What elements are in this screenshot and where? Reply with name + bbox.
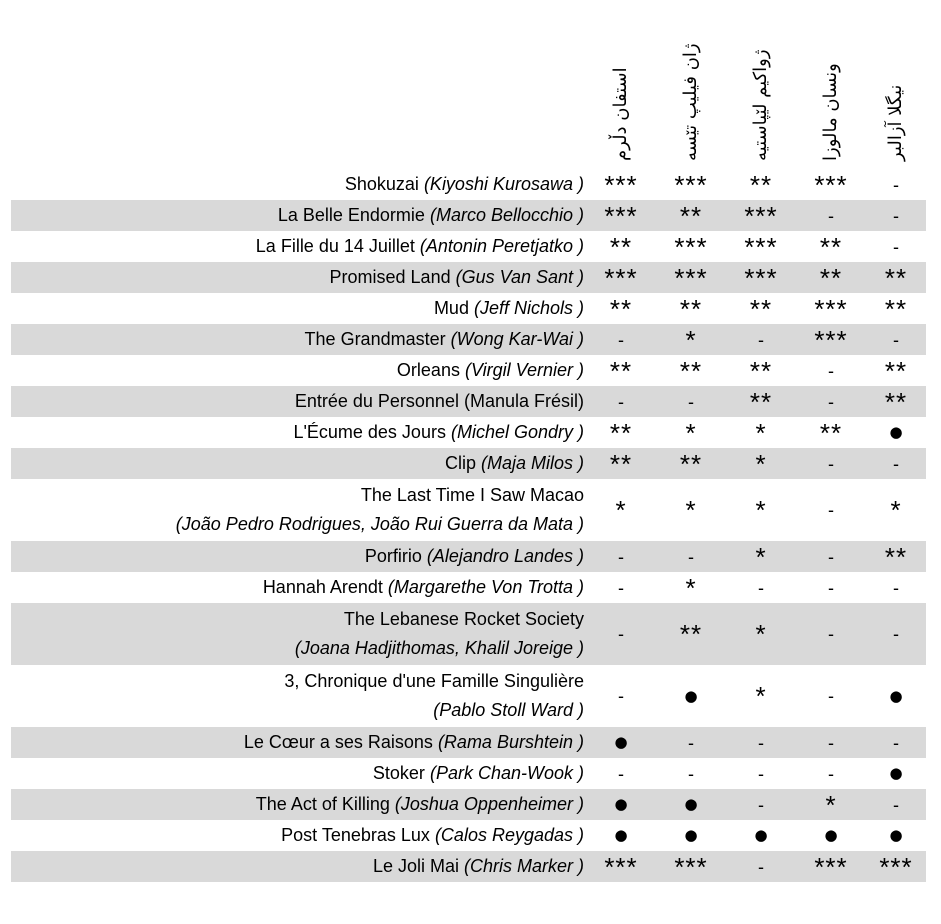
film-title: Stoker [372, 763, 425, 783]
rating-cell [866, 324, 926, 355]
rating-cell [586, 572, 656, 603]
film-title-cell [11, 479, 586, 541]
rating-value: ● [889, 764, 903, 782]
rating-value: ● [889, 423, 903, 441]
film-title: Post Tenebras Lux [281, 825, 430, 845]
rating-value: - [618, 329, 624, 350]
rating-value: ** [884, 262, 908, 293]
table-row [11, 665, 926, 727]
rating-cell [796, 541, 866, 572]
rating-cell [796, 386, 866, 417]
rating-value: ** [749, 386, 773, 417]
film-title: The Lebanese Rocket Society [343, 609, 584, 629]
rating-cell [866, 293, 926, 324]
rating-value: * [755, 619, 767, 649]
rating-value: ** [609, 231, 633, 262]
rating-value: * [685, 324, 697, 355]
rating-cell [726, 479, 796, 541]
rating-cell [866, 665, 926, 727]
rating-value: *** [604, 262, 638, 293]
film-title-cell [11, 417, 586, 448]
critic-header-cell [796, 0, 866, 169]
rating-value: * [685, 417, 697, 448]
rating-value: - [758, 329, 764, 350]
rating-cell [796, 262, 866, 293]
rating-cell [656, 262, 726, 293]
rating-value: - [688, 763, 694, 784]
rating-value: * [755, 541, 767, 572]
rating-cell [726, 231, 796, 262]
rating-value: ● [614, 795, 628, 813]
rating-cell [656, 820, 726, 851]
film-title: La Fille du 14 Juillet [255, 236, 415, 256]
rating-cell [866, 727, 926, 758]
rating-cell [866, 231, 926, 262]
film-director: (Jeff Nichols ) [473, 298, 584, 318]
rating-cell [726, 200, 796, 231]
rating-cell [586, 789, 656, 820]
rating-cell [726, 417, 796, 448]
critic-name: نیگلا آزالبر [885, 84, 906, 161]
rating-cell [796, 293, 866, 324]
rating-value: ● [684, 686, 698, 705]
film-title-cell [11, 665, 586, 727]
film-director: (Alejandro Landes ) [426, 546, 584, 566]
film-title-cell [11, 324, 586, 355]
film-title-cell [11, 169, 586, 200]
rating-value: - [828, 205, 834, 226]
film-title: Porfirio [364, 546, 422, 566]
rating-value: ** [679, 355, 703, 386]
rating-value: *** [604, 200, 638, 231]
rating-value: ** [819, 417, 843, 448]
table-row [11, 758, 926, 789]
table-row [11, 417, 926, 448]
header-spacer [11, 0, 586, 169]
table-row [11, 727, 926, 758]
rating-value: - [828, 453, 834, 474]
film-title: L'Écume des Jours [293, 422, 446, 442]
rating-cell [866, 541, 926, 572]
rating-cell [586, 231, 656, 262]
film-director: (Maja Milos ) [480, 453, 584, 473]
table-row [11, 169, 926, 200]
rating-value: - [828, 391, 834, 412]
rating-cell [656, 448, 726, 479]
rating-cell [586, 262, 656, 293]
rating-cell [866, 479, 926, 541]
rating-cell [586, 541, 656, 572]
rating-cell [866, 448, 926, 479]
rating-cell [796, 324, 866, 355]
film-title-cell [11, 262, 586, 293]
rating-cell [796, 448, 866, 479]
rating-cell [796, 727, 866, 758]
table-row [11, 355, 926, 386]
film-director: (Calos Reygadas ) [434, 825, 584, 845]
rating-value: ** [679, 293, 703, 324]
rating-value: *** [674, 262, 708, 293]
rating-value: * [685, 495, 697, 525]
rating-cell [586, 386, 656, 417]
critic-name: ژان فیلیپ تێسه [680, 43, 701, 161]
critic-name: ژواکیم لێپاستیه [750, 49, 771, 161]
rating-cell [656, 851, 726, 882]
rating-cell [586, 603, 656, 665]
film-director: (Rama Burshtein ) [437, 732, 584, 752]
rating-value: * [615, 495, 627, 525]
film-title: 3, Chronique d'une Famille Singulière [284, 671, 584, 691]
film-title-cell [11, 851, 586, 882]
critics-header-row [11, 0, 941, 169]
rating-value: - [618, 763, 624, 784]
rating-cell [866, 572, 926, 603]
rating-value: - [758, 732, 764, 753]
rating-cell [586, 665, 656, 727]
rating-cell [726, 324, 796, 355]
table-row [11, 603, 926, 665]
rating-cell [726, 727, 796, 758]
rating-value: - [618, 577, 624, 598]
rating-cell [656, 231, 726, 262]
rating-cell [586, 355, 656, 386]
rating-value: ** [819, 262, 843, 293]
rating-value: ** [609, 293, 633, 324]
film-title: The Last Time I Saw Macao [360, 485, 584, 505]
rating-cell [796, 851, 866, 882]
film-director: (Joana Hadjithomas, Khalil Joreige ) [294, 638, 584, 658]
rating-value: ● [889, 826, 903, 844]
rating-value: *** [674, 169, 708, 200]
rating-value: - [828, 732, 834, 753]
table-row [11, 324, 926, 355]
rating-value: ** [679, 200, 703, 231]
rating-value: - [758, 577, 764, 598]
rating-cell [656, 200, 726, 231]
rating-cell [866, 262, 926, 293]
table-row [11, 200, 926, 231]
rating-cell [726, 572, 796, 603]
film-director: (Gus Van Sant ) [455, 267, 584, 287]
rating-value: - [828, 360, 834, 381]
film-director: (Virgil Vernier ) [464, 360, 584, 380]
rating-value: - [688, 546, 694, 567]
rating-value: - [893, 624, 899, 644]
rating-value: * [825, 789, 837, 820]
rating-value: - [893, 794, 899, 815]
rating-cell [656, 603, 726, 665]
rating-value: ** [884, 386, 908, 417]
rating-cell [796, 665, 866, 727]
film-title-cell [11, 820, 586, 851]
rating-value: - [893, 453, 899, 474]
film-title-cell [11, 448, 586, 479]
film-title-cell [11, 200, 586, 231]
rating-value: ** [884, 541, 908, 572]
film-title: The Act of Killing [255, 794, 390, 814]
table-body [0, 169, 941, 882]
film-title-cell [11, 727, 586, 758]
critic-header-cell [726, 0, 796, 169]
rating-cell [866, 417, 926, 448]
film-title: Le Joli Mai [372, 856, 459, 876]
rating-value: - [893, 205, 899, 226]
rating-cell [726, 355, 796, 386]
rating-value: *** [744, 200, 778, 231]
film-title: Hannah Arendt [262, 577, 383, 597]
rating-cell [726, 851, 796, 882]
rating-value: *** [604, 851, 638, 882]
rating-value: ** [884, 355, 908, 386]
rating-cell [726, 386, 796, 417]
rating-cell [866, 820, 926, 851]
rating-cell [656, 386, 726, 417]
rating-cell [796, 169, 866, 200]
rating-value: - [828, 763, 834, 784]
rating-value: ** [609, 417, 633, 448]
film-title-cell [11, 293, 586, 324]
film-title: La Belle Endormie [277, 205, 425, 225]
rating-cell [726, 169, 796, 200]
rating-cell [726, 820, 796, 851]
table-row [11, 386, 926, 417]
rating-value: - [893, 174, 899, 195]
film-title-cell [11, 603, 586, 665]
film-title-cell [11, 541, 586, 572]
rating-value: *** [814, 169, 848, 200]
rating-value: ** [679, 448, 703, 479]
rating-cell [656, 479, 726, 541]
rating-cell [796, 200, 866, 231]
rating-value: ** [679, 619, 703, 649]
film-title-cell [11, 758, 586, 789]
film-title: Mud [433, 298, 469, 318]
rating-value: *** [674, 851, 708, 882]
rating-value: - [828, 546, 834, 567]
rating-value: ** [819, 231, 843, 262]
rating-value: - [618, 391, 624, 412]
rating-value: - [758, 856, 764, 877]
rating-value: * [755, 495, 767, 525]
critic-header-cell [866, 0, 926, 169]
rating-cell [866, 169, 926, 200]
film-title-cell [11, 572, 586, 603]
film-title-cell [11, 789, 586, 820]
rating-value: *** [814, 851, 848, 882]
rating-value: ● [614, 733, 628, 751]
film-title-cell [11, 386, 586, 417]
rating-cell [656, 417, 726, 448]
rating-cell [656, 293, 726, 324]
table-row [11, 262, 926, 293]
film-director: (Manula Frésil) [463, 391, 584, 411]
rating-cell [586, 293, 656, 324]
film-director: (Wong Kar-Wai ) [450, 329, 584, 349]
rating-value: ● [754, 826, 768, 844]
rating-value: ** [884, 293, 908, 324]
rating-cell [586, 851, 656, 882]
film-title: Entrée du Personnel [294, 391, 459, 411]
table-row [11, 231, 926, 262]
rating-cell [866, 200, 926, 231]
critic-header-cell [656, 0, 726, 169]
rating-value: - [618, 686, 624, 706]
rating-cell [586, 820, 656, 851]
rating-value: *** [879, 851, 913, 882]
rating-value: - [893, 236, 899, 257]
rating-cell [656, 541, 726, 572]
rating-value: - [688, 391, 694, 412]
table-row [11, 851, 926, 882]
rating-value: *** [814, 293, 848, 324]
rating-cell [796, 820, 866, 851]
rating-value: *** [744, 262, 778, 293]
rating-cell [796, 417, 866, 448]
rating-cell [796, 603, 866, 665]
film-director: (Kiyoshi Kurosawa ) [423, 174, 584, 194]
rating-cell [726, 448, 796, 479]
table-row [11, 820, 926, 851]
rating-cell [656, 665, 726, 727]
film-title-cell [11, 231, 586, 262]
film-title-cell [11, 355, 586, 386]
rating-value: *** [604, 169, 638, 200]
rating-value: - [618, 624, 624, 644]
film-title: Clip [444, 453, 476, 473]
rating-cell [726, 603, 796, 665]
rating-cell [726, 541, 796, 572]
rating-value: * [755, 417, 767, 448]
film-title: The Grandmaster [304, 329, 446, 349]
rating-cell [586, 448, 656, 479]
rating-cell [656, 572, 726, 603]
film-title: Promised Land [329, 267, 451, 287]
film-director: (Joshua Oppenheimer ) [394, 794, 584, 814]
rating-value: *** [814, 324, 848, 355]
critic-header-cell [586, 0, 656, 169]
rating-cell [796, 758, 866, 789]
rating-cell [656, 789, 726, 820]
rating-cell [656, 324, 726, 355]
rating-value: ** [749, 355, 773, 386]
rating-cell [796, 572, 866, 603]
rating-value: ** [609, 448, 633, 479]
rating-cell [866, 603, 926, 665]
rating-value: ● [614, 826, 628, 844]
rating-value: - [893, 732, 899, 753]
rating-value: ** [749, 293, 773, 324]
rating-cell [726, 262, 796, 293]
rating-value: - [828, 686, 834, 706]
rating-cell [586, 479, 656, 541]
table-row [11, 572, 926, 603]
rating-cell [726, 293, 796, 324]
rating-cell [586, 169, 656, 200]
rating-cell [726, 665, 796, 727]
rating-value: - [893, 577, 899, 598]
rating-cell [656, 758, 726, 789]
film-title: Le Cœur a ses Raisons [243, 732, 433, 752]
rating-cell [586, 417, 656, 448]
rating-value: - [758, 794, 764, 815]
table-row [11, 479, 926, 541]
film-title: Orleans [396, 360, 460, 380]
rating-value: - [618, 546, 624, 567]
film-title: Shokuzai [344, 174, 419, 194]
rating-value: * [755, 681, 767, 711]
rating-cell [866, 758, 926, 789]
rating-cell [796, 789, 866, 820]
rating-value: *** [674, 231, 708, 262]
rating-cell [586, 758, 656, 789]
rating-value: - [758, 763, 764, 784]
rating-cell [866, 386, 926, 417]
rating-cell [586, 200, 656, 231]
film-director: (Park Chan-Wook ) [429, 763, 584, 783]
rating-cell [726, 758, 796, 789]
rating-value: * [755, 448, 767, 479]
rating-value: ● [684, 826, 698, 844]
rating-cell [656, 727, 726, 758]
rating-cell [866, 789, 926, 820]
rating-cell [656, 355, 726, 386]
rating-value: - [828, 577, 834, 598]
rating-cell [866, 851, 926, 882]
rating-value: - [688, 732, 694, 753]
film-director: (João Pedro Rodrigues, João Rui Guerra da Mata ) [175, 514, 584, 534]
rating-value: * [890, 495, 902, 525]
rating-value: ** [749, 169, 773, 200]
film-director: (Margarethe Von Trotta ) [387, 577, 584, 597]
rating-value: ● [824, 826, 838, 844]
rating-value: ● [684, 795, 698, 813]
rating-cell [866, 355, 926, 386]
rating-cell [796, 231, 866, 262]
film-director: (Marco Bellocchio ) [429, 205, 584, 225]
rating-cell [726, 789, 796, 820]
rating-cell [586, 727, 656, 758]
rating-value: ● [889, 686, 903, 705]
table-row [11, 789, 926, 820]
table-row [11, 448, 926, 479]
table-row [11, 293, 926, 324]
rating-cell [586, 324, 656, 355]
film-director: (Michel Gondry ) [450, 422, 584, 442]
table-row [11, 541, 926, 572]
rating-value: ** [609, 355, 633, 386]
rating-cell [796, 479, 866, 541]
rating-value: *** [744, 231, 778, 262]
critic-name: ونسان مالوزا [820, 63, 841, 161]
rating-value: - [828, 500, 834, 520]
film-director: (Chris Marker ) [464, 856, 584, 876]
rating-cell [656, 169, 726, 200]
rating-value: - [893, 329, 899, 350]
rating-cell [796, 355, 866, 386]
rating-value: - [828, 624, 834, 644]
film-director: (Pablo Stoll Ward ) [433, 700, 584, 720]
rating-value: * [685, 572, 697, 603]
critic-name: استفان دڵرم [610, 67, 631, 161]
film-director: (Antonin Peretjatko ) [419, 236, 584, 256]
